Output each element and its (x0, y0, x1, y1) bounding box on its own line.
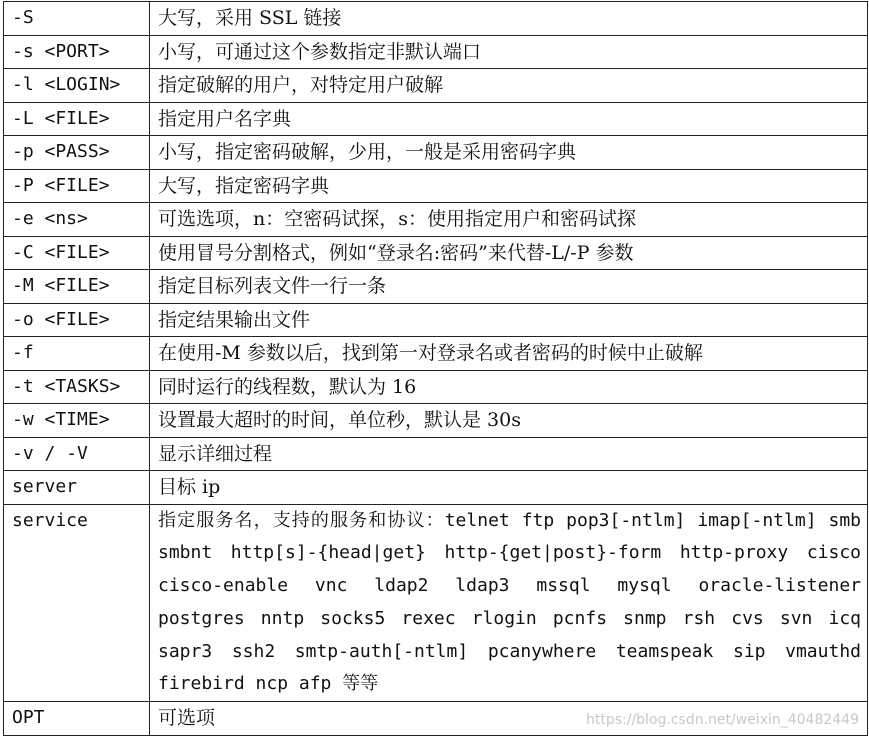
table-row (4, 169, 868, 203)
table-row (4, 236, 868, 270)
option-cell: -e <ns> (4, 203, 150, 237)
option-cell: server (4, 471, 150, 505)
table-row (4, 404, 868, 438)
option-cell: -p <PASS> (4, 136, 150, 170)
option-cell: -w <TIME> (4, 404, 150, 438)
description-cell: 目标 ip (150, 471, 868, 505)
option-cell: -t <TASKS> (4, 370, 150, 404)
option-cell: -v / -V (4, 437, 150, 471)
table-row (4, 35, 868, 69)
watermark: https://blog.csdn.net/weixin_40482449 (585, 712, 859, 728)
description-cell: 大写，指定密码字典 (150, 169, 868, 203)
table-row (4, 270, 868, 304)
options-table (3, 1, 868, 736)
option-cell: -s <PORT> (4, 35, 150, 69)
description-cell: 显示详细过程 (150, 437, 868, 471)
table-row (4, 504, 868, 702)
description-cell: 指定目标列表文件一行一条 (150, 270, 868, 304)
option-cell: -P <FILE> (4, 169, 150, 203)
option-cell: -L <FILE> (4, 102, 150, 136)
description-cell: 指定破解的用户，对特定用户破解 (150, 69, 868, 103)
option-cell: -l <LOGIN> (4, 69, 150, 103)
description-cell: 指定服务名，支持的服务和协议：telnet ftp pop3[-ntlm] imap[-ntlm] smb smbnt http[s]-{head|get} http-{get|post}-form http-proxy cisco cisco-enable vnc ldap2 ldap3 mssql mysql oracle-listener postgres nntp socks5 rexec rlogin pcnfs snmp rsh cvs svn icq sapr3 ssh2 smtp-auth[-ntlm] pcanywhere teamspeak sip vmauthd firebird ncp afp 等等 (150, 504, 868, 702)
description-cell: 小写，指定密码破解，少用，一般是采用密码字典 (150, 136, 868, 170)
table-row (4, 370, 868, 404)
description-cell: 小写，可通过这个参数指定非默认端口 (150, 35, 868, 69)
option-cell: -C <FILE> (4, 236, 150, 270)
description-cell: 可选项 (150, 702, 868, 736)
table-row (4, 337, 868, 371)
description-cell: 同时运行的线程数，默认为 16 (150, 370, 868, 404)
description-cell: 使用冒号分割格式，例如“登录名:密码”来代替-L/-P 参数 (150, 236, 868, 270)
option-cell: -M <FILE> (4, 270, 150, 304)
table-row (4, 136, 868, 170)
option-cell: -S (4, 2, 150, 36)
table-row (4, 203, 868, 237)
description-cell: 设置最大超时的时间，单位秒，默认是 30s (150, 404, 868, 438)
table-row (4, 69, 868, 103)
description-cell: 指定结果输出文件 (150, 303, 868, 337)
table-row (4, 2, 868, 36)
description-cell: 大写，采用 SSL 链接 (150, 2, 868, 36)
option-cell: service (4, 504, 150, 702)
table-row (4, 102, 868, 136)
option-cell: -f (4, 337, 150, 371)
description-cell: 在使用-M 参数以后，找到第一对登录名或者密码的时候中止破解 (150, 337, 868, 371)
option-cell: -o <FILE> (4, 303, 150, 337)
description-cell: 可选选项，n：空密码试探，s：使用指定用户和密码试探 (150, 203, 868, 237)
description-cell: 指定用户名字典 (150, 102, 868, 136)
table-row (4, 437, 868, 471)
table-row (4, 471, 868, 505)
option-cell: OPT (4, 702, 150, 736)
table-row (4, 303, 868, 337)
